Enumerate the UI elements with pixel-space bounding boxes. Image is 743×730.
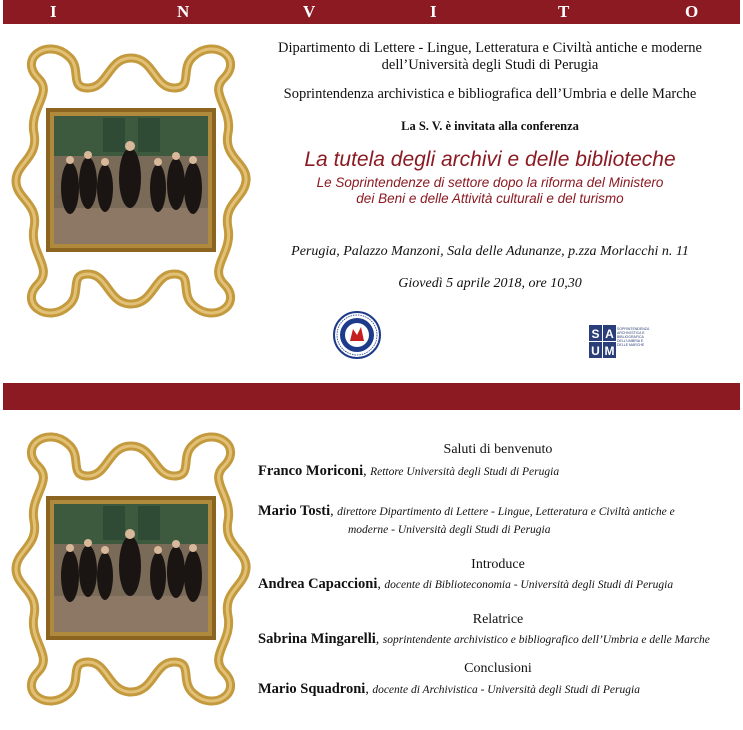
invito-letter: T <box>558 2 570 21</box>
event-date: Giovedì 5 aprile 2018, ore 10,30 <box>398 276 582 291</box>
speaker-entry: Mario Squadroni, docente di Archivistica - Università degli Studi di Perugia <box>258 681 640 697</box>
speaker-role: direttore Dipartimento di Lettere - Lingue, Letteratura e Civiltà antiche e <box>337 506 675 518</box>
venue: Perugia, Palazzo Manzoni, Sala delle Adunanze, p.zza Morlacchi n. 11 <box>291 244 689 259</box>
saluti-heading: Saluti di benvenuto <box>443 442 553 457</box>
introduce-heading: Introduce <box>471 557 525 572</box>
speaker-entry: Sabrina Mingarelli, soprintendente archivistico e bibliografico dell’Umbria e delle Marche <box>258 631 710 647</box>
sam-letter: A <box>605 327 614 341</box>
speaker-role: Rettore Università degli Studi di Perugia <box>370 466 560 478</box>
invito-letter: I <box>430 2 437 21</box>
sam-letter: U <box>591 344 600 358</box>
speaker-entry: Andrea Capaccioni, docente di Biblioteconomia - Università degli Studi di Perugia <box>258 576 674 592</box>
top-banner <box>3 0 740 24</box>
soprintendenza-line: Soprintendenza archivistica e bibliografica dell’Umbria e delle Marche <box>283 86 697 102</box>
relatrice-heading: Relatrice <box>472 612 524 627</box>
sam-letter: M <box>604 344 615 358</box>
speaker-name: Franco Moriconi <box>258 463 364 479</box>
speaker-entry: Franco Moriconi, Rettore Università degli Studi di Perugia <box>258 463 560 479</box>
invito-letter: V <box>303 2 316 21</box>
speaker-name: Mario Tosti <box>258 503 331 519</box>
conference-title: La tutela degli archivi e delle biblioteche <box>304 148 676 171</box>
speaker-role: moderne - Università degli Studi di Perugia <box>348 524 551 536</box>
invitation-line: La S. V. è invitata alla conferenza <box>401 119 579 133</box>
sam-letter: S <box>591 327 600 341</box>
dept-line: dell’Università degli Studi di Perugia <box>381 57 599 73</box>
speaker-role: docente di Biblioteconomia - Università degli Studi di Perugia <box>384 579 674 591</box>
speaker-name: Sabrina Mingarelli <box>258 631 376 647</box>
subtitle-line: dei Beni e delle Attività culturali e del turismo <box>356 191 624 206</box>
soprintendenza-logo-text: SOPRINTENDENZA ARCHIVISTICA E BIBLIOGRAFICA DELL'UMBRIA E DELLE MARCHE <box>617 327 650 347</box>
conference-subtitle <box>240 175 740 207</box>
speaker-name: Mario Squadroni <box>258 681 366 697</box>
university-seal-logo <box>333 311 381 359</box>
invito-letter: O <box>685 2 699 21</box>
framed-painting <box>8 38 254 324</box>
framed-painting <box>8 426 254 712</box>
dept-line: Dipartimento di Lettere - Lingue, Letteratura e Civiltà antiche e moderne <box>278 40 702 56</box>
conclusioni-heading: Conclusioni <box>464 661 532 676</box>
divider-banner <box>3 383 740 410</box>
speaker-entry: Mario Tosti, direttore Dipartimento di Lettere - Lingue, Letteratura e Civiltà antiche e moderne - Università degli Studi di Perugia <box>258 503 675 536</box>
speaker-name: Andrea Capaccioni <box>258 576 378 592</box>
speaker-role: docente di Archivistica - Università degli Studi di Perugia <box>372 684 640 696</box>
department-block <box>240 40 740 74</box>
invito-letters <box>3 0 740 24</box>
invito-letter: N <box>177 2 190 21</box>
speaker-role: soprintendente archivistico e bibliografico dell’Umbria e delle Marche <box>382 634 710 646</box>
invito-letter: I <box>50 2 57 21</box>
subtitle-line: Le Soprintendenze di settore dopo la riforma del Ministero <box>316 175 664 190</box>
